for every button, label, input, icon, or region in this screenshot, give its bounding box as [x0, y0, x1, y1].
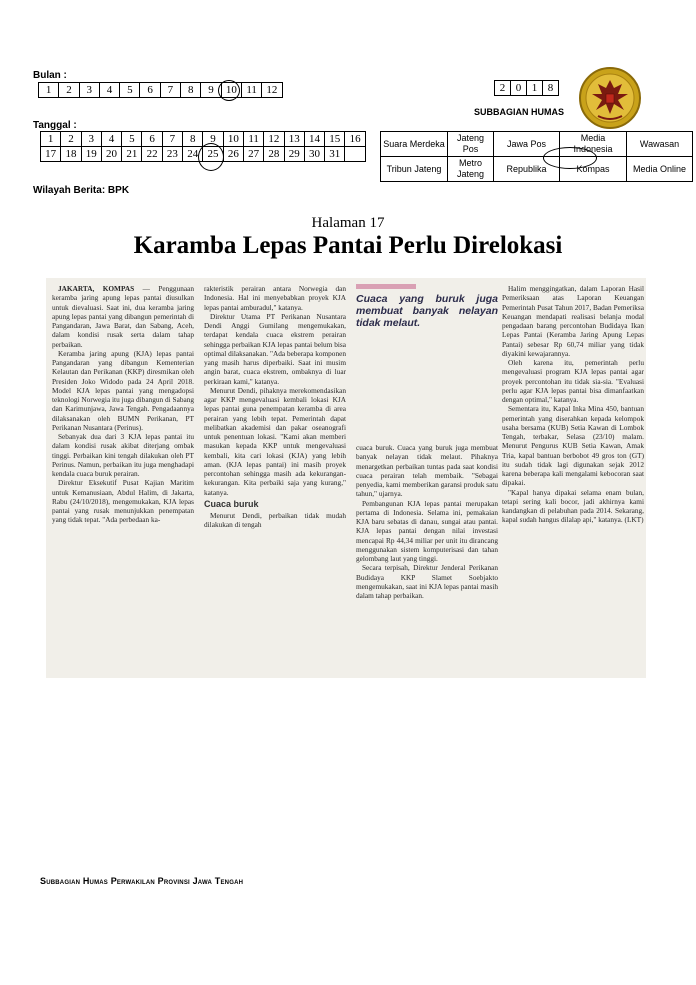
paragraph: "Kapal hanya dipakai selama enam bulan, tetapi sering kali bocor, jadi akhirnya kami kandangkan di pelabuhan pada 2014. Sekarang, kapal sudah hangus dilalap api," katanya. (LKT): [502, 487, 644, 525]
month-selection-circle: [218, 80, 240, 101]
media-selection-circle: [543, 147, 597, 169]
date-selection-circle: [198, 143, 224, 171]
date-cell: 28: [264, 147, 284, 162]
media-jawa-pos: Jawa Pos: [494, 132, 560, 157]
date-cell: [345, 147, 365, 162]
year-digit-cell: 2: [495, 81, 511, 96]
date-cell: 8: [183, 132, 203, 147]
year-digit-cell: 8: [543, 81, 559, 96]
date-cell: 17: [41, 147, 61, 162]
date-cell: 4: [101, 132, 121, 147]
paragraph: Secara terpisah, Direktur Jenderal Perikanan Budidaya KKP Slamet Soebjakto mengemukakan, saat ini KJA lepas pantai masih dalam tahap perbaikan.: [356, 563, 498, 600]
year-digit-cell: 1: [527, 81, 543, 96]
media-media-indonesia: Media Indonesia: [560, 132, 627, 157]
paragraph: rakteristik perairan antara Norwegia dan Indonesia. Hal ini menyebabkan proyek KJA lepas pantai amburadul," katanya.: [204, 284, 346, 312]
month-cell: 8: [181, 83, 201, 98]
media-tribun-jateng: Tribun Jateng: [381, 157, 448, 182]
date-cell: 11: [243, 132, 263, 147]
media-media-online: Media Online: [627, 157, 693, 182]
media-table: [380, 131, 693, 182]
date-cell: 7: [162, 132, 182, 147]
date-cell: 5: [122, 132, 142, 147]
tanggal-label: Tanggal :: [33, 120, 77, 131]
date-cell: 29: [284, 147, 304, 162]
headline: Karamba Lepas Pantai Perlu Direlokasi: [133, 232, 563, 259]
month-cell: 1: [39, 83, 59, 98]
month-cell: 4: [99, 83, 119, 98]
month-cell: 6: [140, 83, 160, 98]
month-cell: 2: [59, 83, 79, 98]
date-cell: 26: [223, 147, 243, 162]
paragraph: Halim menggingatkan, dalam Laporan Hasil Pemeriksaan atas Laporan Keuangan Pemerintah Pusat Tahun 2017, Badan Pemeriksa Keuangan mendapati realisasi belanja modal pengadaan barang percontohan Budidaya Ikan Lepas Pantai (Keramba Jaring Apung Lepas Pantai) sebesar Rp 60,74 miliar yang tidak diyakini kewajarannya.: [502, 284, 644, 358]
date-cell: 20: [101, 147, 121, 162]
article-column-4: [502, 284, 644, 525]
paragraph: cuaca buruk. Cuaca yang buruk juga membuat banyak nelayan tidak melaut. Pihaknya menargetkan perbaikan tuntas pada saat kondisi cuaca perairan telah membaik. "Sebagai penyedia, kami memberikan garansi produk satu tahun," ujarnya.: [356, 443, 498, 499]
date-cell: 1: [41, 132, 61, 147]
article-column-3: [356, 284, 498, 600]
month-cell: 12: [262, 83, 282, 98]
month-cell: 11: [241, 83, 261, 98]
paragraph: Sementara itu, Kapal Inka Mina 450, bantuan pemerintah yang diserahkan kepada kelompok usaha bersama (KUB) Setia Kawan di Lombok Tengah, terbakar, Selasa (23/10) malam. Menurut Pengurus KUB Setia Kawan, Amak Tria, kapal bantuan berbobot 49 gros ton (GT) itu sudah tidak lagi digunakan sejak 2012 karena beberapa kali mengalami kebocoran saat dipakai.: [502, 404, 644, 488]
date-cell: 14: [304, 132, 324, 147]
paragraph: Direktur Utama PT Perikanan Nusantara Dendi Anggi Gumilang mengemukakan, terdapat kendala cuaca ekstrem perairan sehingga perbaikan KJA lepas pantai belum bisa optimal dilaksanakan. "Ada beberapa komponen yang masih harus diperbaiki. Saat ini musim angin barat, cuaca ekstrem, ombaknya di luar perkiraan kami," katanya.: [204, 311, 346, 386]
date-cell: 2: [61, 132, 81, 147]
date-cell: 16: [345, 132, 365, 147]
date-cell: 6: [142, 132, 162, 147]
date-cell: 25: [203, 147, 223, 162]
date-cell: 15: [325, 132, 345, 147]
month-cell: 9: [201, 83, 221, 98]
paragraph: Keramba jaring apung (KJA) lepas pantai Pangandaran yang dibangun Kementerian Kelautan dan Perikanan (KKP) diresmikan oleh Presiden Joko Widodo pada 24 April 2018. Model KJA lepas pantai yang mengadopsi teknologi Norwegia itu juga dibangun di Sabang dan Karimunjawa, Jawa Tengah. Pengadaannya dilaksanakan oleh BUMN Perikanan, PT Perikanan Nusantara (Perinus).: [52, 348, 194, 432]
article-column-2: [204, 284, 346, 530]
month-table: [38, 82, 283, 98]
paragraph: Pembangunan KJA lepas pantai merupakan pertama di Indonesia. Selama ini, pemakaian KJA baru sebatas di danau, sungai atau pantai. KJA lepas pantai dengan nilai investasi mencapai Rp 44,34 miliar per unit itu dirancang menggunakan sistem komputerisasi dan tahan gelombang laut yang tinggi.: [356, 498, 498, 563]
year-table: [494, 80, 559, 96]
paragraph: — Penggunaan keramba jaring apung lepas pantai diusulkan untuk dievaluasi. Saat ini, dua keramba jaring apung lepas pantai yang dibangun pemerintah di Pangandaran, Jawa Barat, dan Sabang, Aceh, dalam kondisi rusak serta dalam tahap perbaikan.: [52, 284, 194, 349]
date-cell: 12: [264, 132, 284, 147]
media-kompas: Kompas: [560, 157, 627, 182]
dateline: JAKARTA, KOMPAS: [58, 284, 135, 293]
date-cell: 22: [142, 147, 162, 162]
year-digit-cell: 0: [511, 81, 527, 96]
date-cell: 23: [162, 147, 182, 162]
month-cell: 5: [120, 83, 140, 98]
paragraph: Menurut Dendi, perbaikan tidak mudah dilakukan di tengah: [204, 511, 346, 530]
paragraph: Direktur Eksekutif Pusat Kajian Maritim untuk Kemanusiaan, Abdul Halim, di Jakarta, Rabu (24/10/2018), mengemukakan, KJA lepas pantai yang rusak menunjukkan penempatan yang tidak tepat. "Ada perbedaan ka-: [52, 478, 194, 525]
date-cell: 10: [223, 132, 243, 147]
media-republika: Republika: [494, 157, 560, 182]
paragraph: Sebanyak dua dari 3 KJA lepas pantai itu dalam kondisi rusak akibat diterjang ombak tinggi. Perbaikan kini tengah dilakukan oleh PT Perinus. Namun, perbaikan itu juga menghadapi kendala cuaca buruk perairan.: [52, 432, 194, 478]
date-cell: 31: [325, 147, 345, 162]
news-clipping: [46, 278, 646, 678]
unit-label: SUBBAGIAN HUMAS: [474, 107, 564, 117]
month-cell: 7: [160, 83, 180, 98]
page-number: Halaman 17: [311, 215, 385, 231]
date-cell: 30: [304, 147, 324, 162]
date-cell: 19: [81, 147, 101, 162]
bulan-label: Bulan :: [33, 70, 67, 81]
month-cell: 10: [221, 83, 241, 98]
month-cell: 3: [79, 83, 99, 98]
paragraph: Oleh karena itu, pemerintah perlu mengevaluasi program KJA lepas pantai agar proyek percontohan itu tidak sia-sia. "Evaluasi perlu agar KJA lepas pantai bisa dimanfaatkan dengan optimal," katanya.: [502, 358, 644, 404]
media-metro-jateng: Metro Jateng: [448, 157, 494, 182]
date-cell: 21: [122, 147, 142, 162]
date-cell: 9: [203, 132, 223, 147]
media-suara-merdeka: Suara Merdeka: [381, 132, 448, 157]
date-cell: 3: [81, 132, 101, 147]
footer: Subbagian Humas Perwakilan Provinsi Jawa Tengah: [40, 876, 244, 886]
subheading: Cuaca buruk: [204, 498, 259, 509]
media-wawasan: Wawasan: [627, 132, 693, 157]
article-column-1: [52, 284, 194, 525]
paragraph: Menurut Dendi, pihaknya merekomendasikan agar KKP mengevaluasi kembali lokasi KJA lepas pantai guna penempatan keramba di area perairan yang lebih tepat. Pemerintah dapat melibatkan akademisi dan pakar oseanografi untuk penentuan lokasi. "Kami akan memberi masukan kepada KKP untuk mengevaluasi kembali, kita cari lokasi (KJA) yang lebih aman. (KJA lepas pantai) ini masih proyek percontohan sehingga masih ada kekurangan-kekurangan. Kita perbaiki saja yang kurang," katanya.: [204, 385, 346, 497]
pullquote-bar: [356, 284, 416, 289]
wilayah-label: Wilayah Berita: BPK: [33, 185, 130, 196]
pull-quote: Cuaca yang buruk juga membuat banyak nelayan tidak melaut.: [356, 293, 498, 329]
date-cell: 27: [243, 147, 263, 162]
garuda-emblem-icon: [578, 66, 642, 130]
date-cell: 13: [284, 132, 304, 147]
media-jateng-pos: Jateng Pos: [448, 132, 494, 157]
date-cell: 18: [61, 147, 81, 162]
date-cell: 24: [183, 147, 203, 162]
